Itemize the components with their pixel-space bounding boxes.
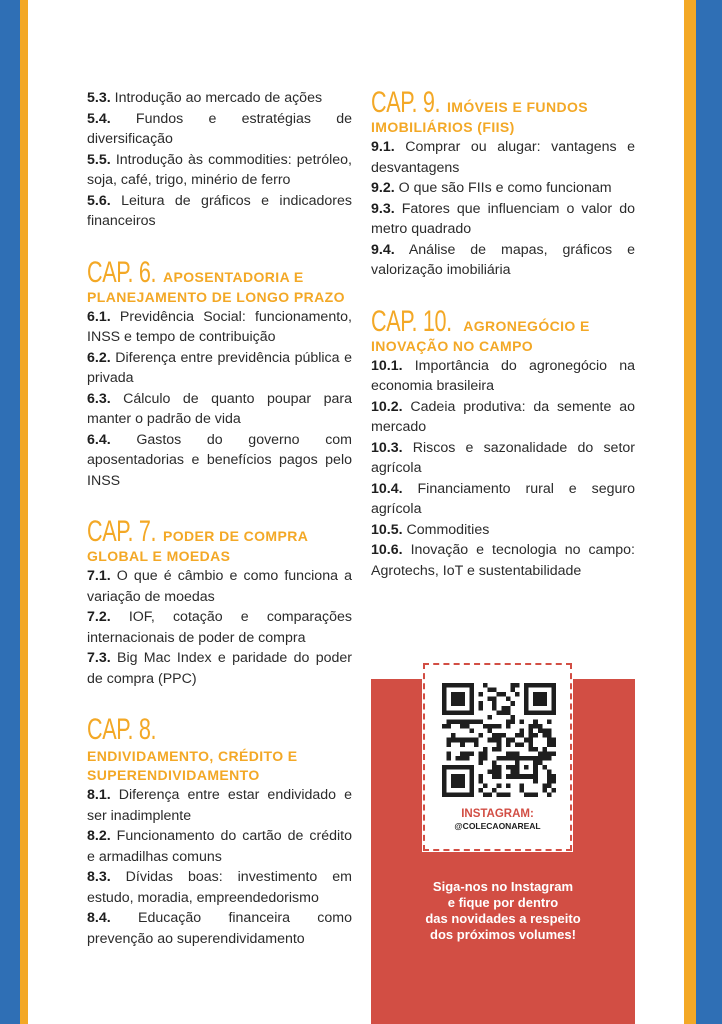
- toc-item: [371, 540, 635, 581]
- toc-item-text: Funcionamento do cartão de crédito e armadilhas comuns: [87, 828, 352, 865]
- toc-item: [371, 520, 635, 541]
- chapter-heading: [371, 304, 635, 356]
- toc-item-number: 8.1.: [87, 787, 111, 803]
- toc-item: [87, 908, 352, 949]
- toc-item-text: Diferença entre previdência pública e privada: [87, 349, 352, 386]
- toc-item: [371, 240, 635, 281]
- qr-label: INSTAGRAM:: [461, 808, 534, 820]
- chapter-section: [371, 88, 635, 281]
- chapter-title: ENDIVIDAMENTO, CRÉDITO E SUPERENDIVIDAMENTO: [87, 748, 298, 783]
- toc-item: [371, 356, 635, 397]
- chapter-title: PODER DE COMPRA GLOBAL E MOEDAS: [87, 528, 308, 564]
- chapter-number: CAP. 9.: [371, 86, 441, 119]
- qr-code-icon[interactable]: [442, 683, 556, 797]
- toc-item: [87, 607, 352, 648]
- toc-item-number: 6.4.: [87, 431, 111, 448]
- toc-item-number: 5.6.: [87, 192, 111, 209]
- toc-item-number: 7.3.: [87, 650, 111, 666]
- toc-item-number: 10.4.: [371, 480, 403, 497]
- toc-item-text: Riscos e sazonalidade do setor agrícola: [371, 439, 635, 476]
- toc-item-number: 7.2.: [87, 609, 111, 625]
- toc-item: [87, 648, 352, 689]
- toc-item-text: Previdência Social: funcionamento, INSS e tempo de contribuição: [87, 308, 352, 345]
- toc-item-number: 7.1.: [87, 568, 111, 584]
- toc-item-text: Fundos e estratégias de diversificação: [87, 110, 352, 147]
- toc-item: [87, 389, 352, 430]
- toc-item-number: 6.1.: [87, 308, 111, 325]
- instagram-handle[interactable]: @COLECAONAREAL: [454, 821, 541, 831]
- toc-item-text: Comprar ou alugar: vantagens e desvantagens: [371, 139, 635, 176]
- toc-item-number: 10.1.: [371, 357, 403, 374]
- qr-card: [423, 663, 572, 851]
- chapter-title: AGRONEGÓCIO E INOVAÇÃO NO CAMPO: [371, 317, 590, 354]
- toc-item-number: 8.4.: [87, 910, 111, 926]
- toc-item: [371, 137, 635, 178]
- chapter-section: [87, 517, 352, 689]
- toc-item-text: O que são FIIs e como funcionam: [398, 180, 612, 196]
- chapter-title: APOSENTADORIA E PLANEJAMENTO DE LONGO PRAZO: [87, 268, 345, 305]
- chapter-number: CAP. 6.: [87, 255, 157, 289]
- toc-item-number: 9.1.: [371, 139, 395, 155]
- toc-item-number: 9.2.: [371, 180, 395, 196]
- toc-item: [87, 191, 352, 232]
- chapter-number: CAP. 10.: [371, 304, 452, 338]
- toc-item-number: 10.3.: [371, 439, 403, 456]
- toc-item-text: Commodities: [406, 521, 490, 538]
- toc-item: [371, 199, 635, 240]
- left-yellow-stripe: [20, 0, 28, 1024]
- promo-text: [371, 879, 635, 943]
- chapter-section: [87, 715, 352, 949]
- toc-item-number: 9.3.: [371, 200, 395, 217]
- promo-line: e fique por dentro: [447, 895, 559, 910]
- toc-item: [371, 178, 635, 199]
- toc-item-text: Análise de mapas, gráficos e valorização imobiliária: [371, 241, 635, 278]
- toc-item: [87, 430, 352, 492]
- toc-item-text: Inovação e tecnologia no campo: Agrotechs, IoT e sustentabilidade: [371, 542, 635, 579]
- left-column: [87, 88, 352, 951]
- right-column: [371, 88, 635, 583]
- toc-item-number: 10.5.: [371, 521, 403, 538]
- toc-item-number: 6.3.: [87, 390, 111, 407]
- toc-item-text: Gastos do governo com aposentadorias e benefícios pagos pelo INSS: [87, 431, 352, 489]
- toc-item-text: Leitura de gráficos e indicadores financeiros: [87, 192, 352, 229]
- toc-item-text: Big Mac Index e paridade do poder de compra (PPC): [87, 650, 352, 687]
- toc-item: [87, 150, 352, 191]
- toc-item-text: Importância do agronegócio na economia brasileira: [371, 357, 635, 394]
- toc-item-number: 5.5.: [87, 151, 111, 168]
- left-blue-stripe: [0, 0, 20, 1024]
- chapter-section: [371, 304, 635, 582]
- toc-item: [87, 109, 352, 150]
- right-blue-stripe: [696, 0, 722, 1024]
- toc-item-number: 10.2.: [371, 398, 403, 415]
- promo-line: dos próximos volumes!: [430, 927, 576, 942]
- toc-item-text: Cálculo de quanto poupar para manter o padrão de vida: [87, 390, 352, 427]
- instagram-promo-panel: [371, 679, 635, 1024]
- chapter-heading: [87, 715, 352, 785]
- toc-item-text: Cadeia produtiva: da semente ao mercado: [371, 398, 635, 435]
- toc-item: [87, 566, 352, 607]
- toc-item-text: Diferença entre estar endividado e ser inadimplente: [87, 787, 352, 824]
- toc-item-text: Financiamento rural e seguro agrícola: [371, 480, 635, 517]
- chapter-heading: [87, 255, 352, 307]
- toc-item-text: Dívidas boas: investimento em estudo, moradia, empreendedorismo: [87, 869, 352, 906]
- toc-item-number: 8.3.: [87, 869, 111, 885]
- toc-item-number: 9.4.: [371, 241, 395, 258]
- toc-item-number: 10.6.: [371, 542, 403, 558]
- toc-item-number: 5.4.: [87, 110, 111, 127]
- toc-item: [87, 307, 352, 348]
- toc-item-text: Introdução às commodities: petróleo, soja, café, trigo, minério de ferro: [87, 151, 353, 188]
- toc-item: [87, 88, 352, 109]
- toc-item-text: Introdução ao mercado de ações: [114, 90, 323, 106]
- item-list: [87, 88, 352, 232]
- toc-item-text: Fatores que influenciam o valor do metro quadrado: [371, 200, 635, 237]
- toc-item: [87, 785, 352, 826]
- toc-item-text: O que é câmbio e como funciona a variação de moedas: [87, 568, 352, 605]
- toc-item: [371, 479, 635, 520]
- toc-item: [87, 348, 352, 389]
- toc-item: [371, 397, 635, 438]
- toc-item-number: 6.2.: [87, 349, 111, 366]
- toc-item: [87, 867, 352, 908]
- promo-line: das novidades a respeito: [425, 911, 581, 926]
- right-yellow-stripe: [684, 0, 696, 1024]
- toc-item: [371, 438, 635, 479]
- chapter-number: CAP. 8.: [87, 713, 157, 746]
- toc-item-text: Educação financeira como prevenção ao superendividamento: [87, 910, 352, 947]
- chapter-heading: [87, 517, 352, 566]
- chapter-heading: [371, 88, 635, 137]
- chapter-title: IMÓVEIS E FUNDOS IMOBILIÁRIOS (FIIS): [371, 99, 588, 135]
- toc-item: [87, 826, 352, 867]
- toc-item-number: 8.2.: [87, 828, 111, 844]
- chapter-section: [87, 255, 352, 492]
- chapter-number: CAP. 7.: [87, 515, 157, 548]
- toc-item-text: IOF, cotação e comparações internacionais de poder de compra: [87, 609, 352, 646]
- toc-item-number: 5.3.: [87, 90, 111, 106]
- promo-line: Siga-nos no Instagram: [432, 879, 574, 894]
